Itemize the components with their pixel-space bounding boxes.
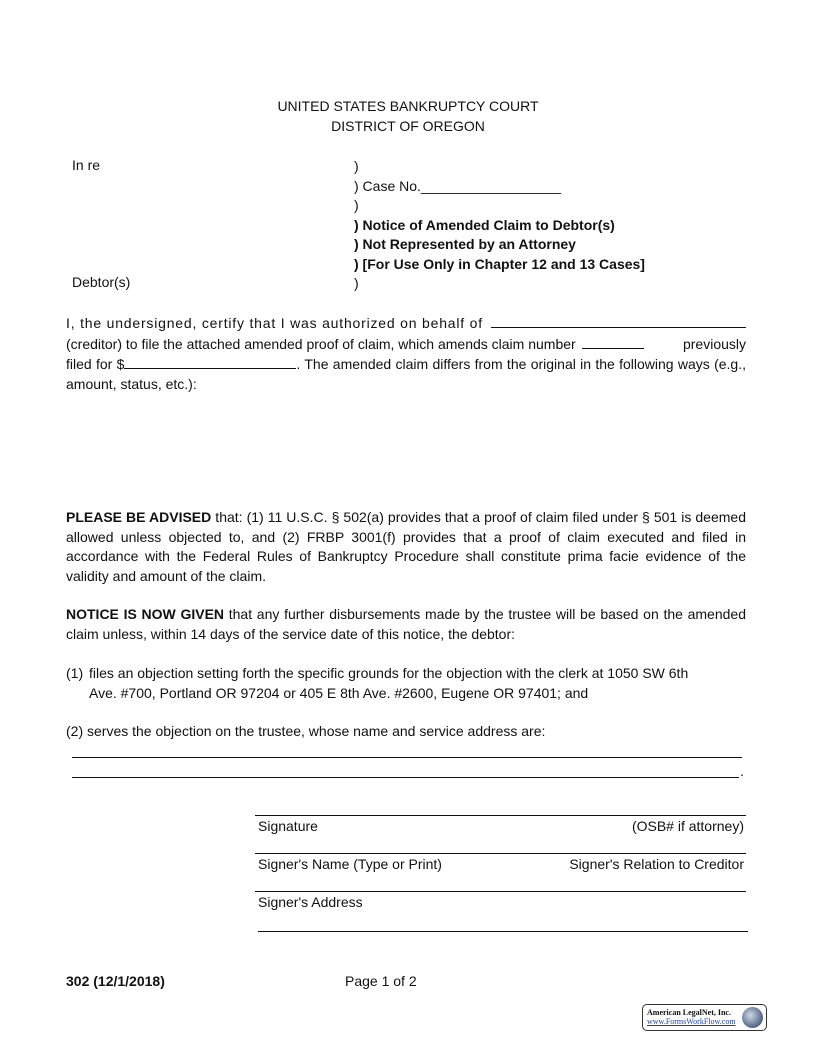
court-title: UNITED STATES BANKRUPTCY COURT xyxy=(277,98,539,114)
advised-paragraph xyxy=(66,508,746,586)
certify-previously: previously xyxy=(682,335,746,352)
notice-title-line1: ) Notice of Amended Claim to Debtor(s) xyxy=(354,216,615,233)
certify-line3 xyxy=(66,354,746,394)
notice-title-line3: ) [For Use Only in Chapter 12 and 13 Cases] xyxy=(354,255,645,272)
trustee-address-line2[interactable] xyxy=(72,777,739,778)
advised-text: that: (1) 11 U.S.C. § 502(a) provides that a proof of claim filed under § 501 is deemed allowed unless objected to, and (2) FRBP 3001(f) provides that a proof of claim executed and filed in accordance with the Federal Rules of Bankruptcy Procedure shall constitute prima facie evidence of the validity and amount of the claim. xyxy=(66,509,746,584)
signature-line[interactable] xyxy=(255,815,746,816)
globe-icon xyxy=(742,1007,763,1028)
signer-relation-line[interactable] xyxy=(255,891,746,892)
signer-name-line[interactable] xyxy=(255,853,746,854)
trustee-address-line1[interactable] xyxy=(72,757,742,758)
filed-for-label: filed for $ xyxy=(66,356,125,372)
certify-paragraph xyxy=(66,313,746,394)
certify-line1: I, the undersigned, certify that I was authorized on behalf of xyxy=(66,315,483,331)
notice-title-line2: ) Not Represented by an Attorney xyxy=(354,236,576,252)
signer-name-label: Signer's Name (Type or Print) xyxy=(258,856,442,872)
caption-paren: ) xyxy=(354,158,359,174)
item1-number: (1) xyxy=(66,665,84,681)
signer-address-label: Signer's Address xyxy=(258,894,363,910)
case-number-field[interactable]: ) Case No.__________________ xyxy=(354,177,562,194)
court-district: DISTRICT OF OREGON xyxy=(331,118,485,134)
signature-label: Signature xyxy=(258,818,318,834)
caption-paren: ) xyxy=(354,275,359,291)
page-number: Page 1 of 2 xyxy=(345,973,417,989)
debtor-label: Debtor(s) xyxy=(72,274,131,290)
osb-label: (OSB# if attorney) xyxy=(631,818,744,834)
notice-lead: NOTICE IS NOW GIVEN xyxy=(66,606,225,622)
legalnet-logo[interactable] xyxy=(642,1004,767,1031)
signer-relation-label: Signer's Relation to Creditor xyxy=(569,856,744,872)
logo-url[interactable]: www.FormsWorkFlow.com xyxy=(647,1017,736,1026)
logo-company: American LegalNet, Inc. xyxy=(647,1008,731,1017)
form-number: 302 (12/1/2018) xyxy=(66,973,165,989)
item2-text: (2) serves the objection on the trustee, whose name and service address are: xyxy=(66,723,546,739)
certify-rest: . The amended claim differs from the original in the following ways (e.g., amount, status, etc.): xyxy=(66,356,746,392)
notice-text: that any further disbursements made by the trustee will be based on the amended claim unless, within 14 days of the service date of this notice, the debtor: xyxy=(66,606,746,642)
claim-number-field[interactable] xyxy=(582,334,644,349)
certify-line2: (creditor) to file the attached amended proof of claim, which amends claim number xyxy=(66,335,576,352)
caption-right-block xyxy=(354,157,645,294)
address-period: . xyxy=(740,763,744,779)
item1-line2: Ave. #700, Portland OR 97204 or 405 E 8th Ave. #2600, Eugene OR 97401; and xyxy=(89,684,589,701)
caption-paren: ) xyxy=(354,197,359,213)
advised-lead: PLEASE BE ADVISED xyxy=(66,509,212,525)
item1-text xyxy=(89,664,746,703)
creditor-name-field[interactable] xyxy=(491,313,746,328)
notice-paragraph xyxy=(66,605,746,644)
item1-line1: files an objection setting forth the specific grounds for the objection with the clerk at 1050 SW 6th xyxy=(89,665,689,681)
signer-address-line[interactable] xyxy=(258,931,748,932)
filed-amount-field[interactable] xyxy=(124,354,296,369)
in-re-label: In re xyxy=(72,157,101,173)
